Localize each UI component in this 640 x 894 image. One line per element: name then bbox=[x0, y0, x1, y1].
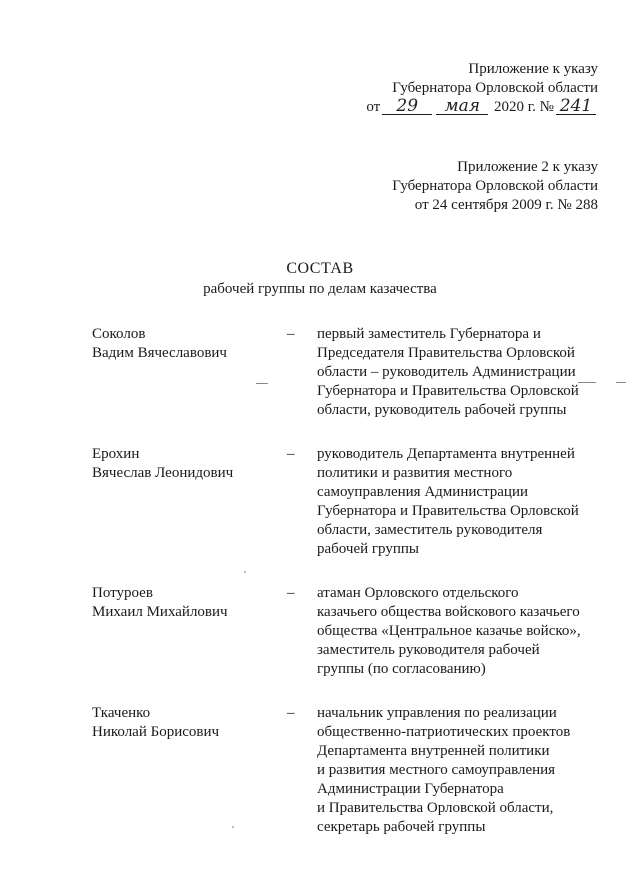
annex-current-decree bbox=[366, 60, 598, 117]
member-given-names: Михаил Михайлович bbox=[92, 604, 228, 620]
role-line: казачьего общества войскового казачьего bbox=[317, 604, 580, 620]
member-surname: Ерохин bbox=[92, 446, 140, 462]
role-line: Губернатора и Правительства Орловской bbox=[317, 383, 579, 399]
role-line: самоуправления Администрации bbox=[317, 484, 529, 500]
member-role bbox=[317, 445, 599, 559]
document-title: СОСТАВ bbox=[286, 260, 354, 277]
role-line: Губернатора и Правительства Орловской bbox=[317, 503, 579, 519]
annex-original-decree bbox=[392, 158, 598, 215]
annex-current-line1: Приложение к указу bbox=[468, 61, 598, 77]
document-subtitle: рабочей группы по делам казачества bbox=[203, 281, 437, 297]
role-line: общества «Центральное казачье войско», bbox=[317, 623, 581, 639]
role-line: и развития местного самоуправления bbox=[317, 762, 556, 778]
members-list bbox=[92, 325, 622, 837]
member-given-names: Вадим Вячеславович bbox=[92, 345, 227, 361]
role-line: области – руководитель Администрации bbox=[317, 364, 576, 380]
role-line: руководитель Департамента внутренней bbox=[317, 446, 575, 462]
member-name bbox=[92, 325, 287, 420]
handwritten-number: 241 bbox=[556, 99, 596, 115]
dash-separator: – bbox=[287, 705, 295, 721]
scan-artifact-mark bbox=[578, 382, 596, 383]
role-line: Председателя Правительства Орловской bbox=[317, 345, 575, 361]
role-line: Администрации Губернатора bbox=[317, 781, 504, 797]
role-line: атаман Орловского отдельского bbox=[317, 585, 519, 601]
annex-original-line2: Губернатора Орловской области bbox=[392, 178, 598, 194]
scan-artifact-mark bbox=[256, 383, 268, 384]
member-surname: Ткаченко bbox=[92, 705, 151, 721]
role-line: начальник управления по реализации bbox=[317, 705, 557, 721]
role-line: группы (по согласованию) bbox=[317, 661, 486, 677]
handwritten-month: мая bbox=[436, 99, 488, 115]
dash-separator: – bbox=[287, 446, 295, 462]
scan-artifact-mark bbox=[616, 382, 626, 383]
member-role bbox=[317, 584, 599, 679]
member-surname: Потуроев bbox=[92, 585, 153, 601]
member-entry bbox=[92, 325, 622, 420]
role-line: рабочей группы bbox=[317, 541, 419, 557]
annex-current-line2: Губернатора Орловской области bbox=[392, 80, 598, 96]
scan-artifact-speck bbox=[232, 826, 234, 828]
role-line: области, заместитель руководителя bbox=[317, 522, 543, 538]
member-name bbox=[92, 445, 287, 559]
annex-original-line1: Приложение 2 к указу bbox=[457, 159, 598, 175]
role-line: области, руководитель рабочей группы bbox=[317, 402, 567, 418]
role-line: политики и развития местного bbox=[317, 465, 513, 481]
year-and-number-label: 2020 г. № bbox=[493, 99, 554, 115]
dash-separator: – bbox=[287, 326, 295, 342]
handwritten-day: 29 bbox=[382, 99, 432, 115]
role-line: Департамента внутренней политики bbox=[317, 743, 550, 759]
member-name bbox=[92, 584, 287, 679]
role-line: заместитель руководителя рабочей bbox=[317, 642, 540, 658]
member-entry bbox=[92, 445, 622, 559]
from-label: от bbox=[366, 99, 381, 115]
role-line: первый заместитель Губернатора и bbox=[317, 326, 541, 342]
member-entry bbox=[92, 704, 622, 837]
role-line: общественно-патриотических проектов bbox=[317, 724, 571, 740]
dash-separator: – bbox=[287, 585, 295, 601]
role-line: и Правительства Орловской области, bbox=[317, 800, 554, 816]
scan-artifact-speck bbox=[244, 571, 246, 573]
member-entry bbox=[92, 584, 622, 679]
annex-current-date-line bbox=[366, 98, 598, 117]
role-line: секретарь рабочей группы bbox=[317, 819, 486, 835]
member-role bbox=[317, 704, 599, 837]
member-surname: Соколов bbox=[92, 326, 146, 342]
member-given-names: Николай Борисович bbox=[92, 724, 220, 740]
member-name bbox=[92, 704, 287, 837]
annex-original-line3: от 24 сентября 2009 г. № 288 bbox=[414, 197, 598, 213]
member-role bbox=[317, 325, 599, 420]
member-given-names: Вячеслав Леонидович bbox=[92, 465, 234, 481]
document-heading bbox=[0, 258, 640, 300]
